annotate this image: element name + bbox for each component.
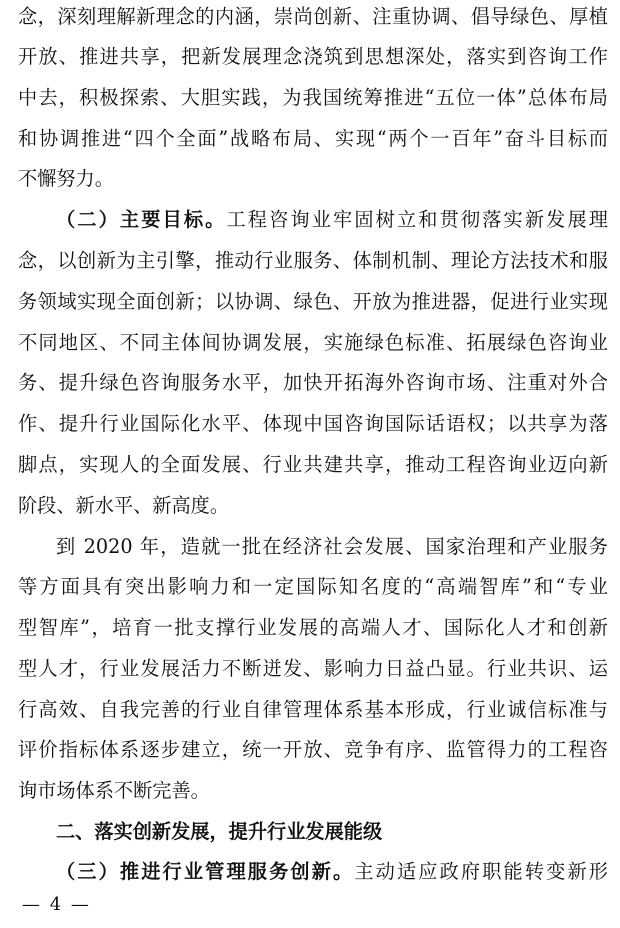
text-line: 务领域实现全面创新；以协调、绿色、开放为推进器，促进行业实现: [18, 290, 608, 313]
text-line: 行高效、自我完善的行业自律管理体系基本形成，行业诚信标准与: [18, 698, 608, 721]
text-line: 不懈努力。: [18, 167, 114, 190]
section-3-title: （三）推进行业管理服务创新。: [56, 860, 355, 883]
text-line: 等方面具有突出影响力和一定国际知名度的“高端智库”和“专业: [18, 575, 608, 598]
text-line: 中去，积极探索、大胆实践，为我国统筹推进“五位一体”总体布局: [18, 86, 608, 109]
section-3-first-line: [56, 859, 608, 885]
text-line: 不同地区、不同主体间协调发展，实施绿色标准、拓展绿色咨询业: [18, 331, 608, 354]
section-heading: 二、落实创新发展，提升行业发展能级: [56, 820, 383, 843]
text-line: 作、提升行业国际化水平、体现中国咨询国际话语权；以共享为落: [18, 412, 608, 435]
text-line: 念，以创新为主引擎，推动行业服务、体制机制、理论方法技术和服: [18, 249, 608, 272]
text-line: 评价指标体系逐步建立，统一开放、竞争有序、监管得力的工程咨: [18, 738, 608, 761]
text-line: 询市场体系不断完善。: [18, 779, 210, 802]
text-line: 阶段、新水平、新高度。: [18, 494, 230, 517]
text-line: 和协调推进“四个全面”战略布局、实现“两个一百年”奋斗目标而: [18, 127, 608, 150]
section-2-text: 工程咨询业牢固树立和贯彻落实新发展理: [226, 208, 608, 231]
section-2-first-line: [56, 207, 608, 233]
page-number: — 4 —: [22, 894, 91, 915]
text-line: 到 2020 年，造就一批在经济社会发展、国家治理和产业服务: [56, 535, 608, 558]
section-2-title: （二）主要目标。: [56, 208, 227, 231]
text-line: 型人才，行业发展活力不断迸发、影响力日益凸显。行业共识、运: [18, 657, 608, 680]
text-line: 念，深刻理解新理念的内涵，崇尚创新、注重协调、倡导绿色、厚植: [18, 5, 608, 28]
text-line: 型智库”，培育一批支撑行业发展的高端人才、国际化人才和创新: [18, 616, 608, 639]
text-line: 开放、推进共享，把新发展理念浇筑到思想深处，落实到咨询工作: [18, 45, 608, 68]
text-line: 脚点，实现人的全面发展、行业共建共享，推动工程咨询业迈向新: [18, 453, 608, 476]
section-3-text: 主动适应政府职能转变新形: [354, 860, 608, 883]
text-line: 务、提升绿色咨询服务水平，加快开拓海外咨询市场、注重对外合: [18, 371, 608, 394]
